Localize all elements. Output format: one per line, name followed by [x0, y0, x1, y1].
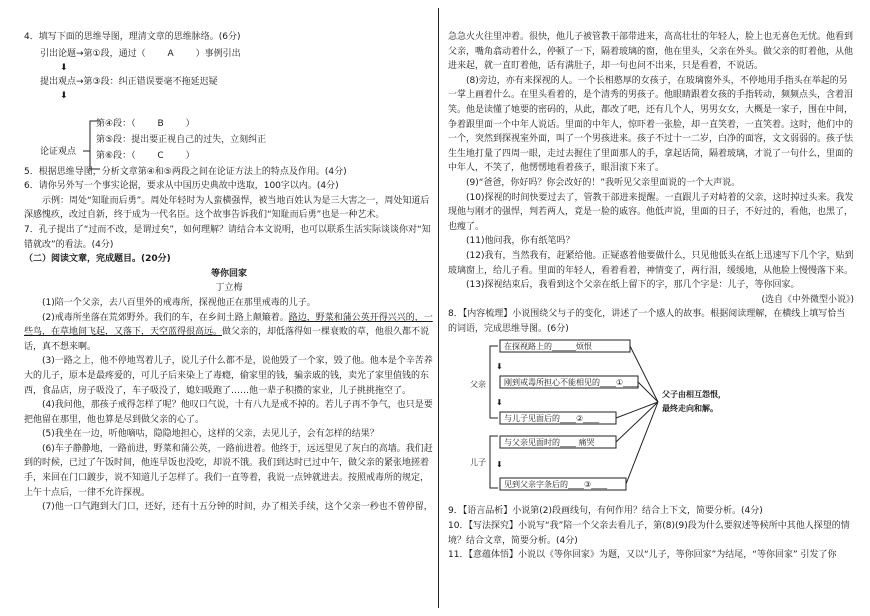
q6-example: 示例：周处“知耻而后勇”。周处年轻时为人蛮横强悍，被当地百姓认为是三大害之一，周处知道后深感愧疚，改过自新，终于成为一代名臣。这个故事告诉我们“知耻而后勇”也是一种艺术。 — [24, 195, 430, 221]
paragraph-2: (2)戒毒所坐落在荒郊野外。我们的车，在乡间土路上颠簸着。路边，野菜和蒲公英开得兴兴的，一些鸟，在草地间飞起，又落下，天空蓝得很高远。做父亲的，却低落得如一棵衰败的草，他很久都不说话，真不想来啊。 — [24, 312, 433, 352]
underlined-sentence: 路边，野菜和蒲公英开得兴兴的，一些鸟，在草地间飞起，又落下，天空蓝得很高远。 — [24, 312, 433, 338]
question-5: 5．根据思维导图，分析文章第④和⑤两段之间在论证方法上的特点及作用。(4分) — [24, 166, 347, 177]
blank-c: C — [157, 150, 164, 161]
down-arrow-icon: ⬇ — [496, 460, 503, 470]
down-arrow-icon: ⬇ — [60, 90, 68, 101]
paragraph-9: (9)“爸爸，你好吗？你会改好的！”我听见父亲里面说的一个大声说。 — [466, 177, 741, 188]
mind-map-branches — [24, 117, 434, 165]
question-10: 10．【写法探究】小说写“我”陪一个父亲去看儿子，第(8)(9)段为什么要叙述等候所中其他人探望的情境？结合文章，简要分析。(4分) — [448, 521, 850, 546]
paragraph-8: (8)旁边，亦有来探视的人。一个长相憨厚的女孩子，在玻璃窗外头，不停地用手指头在举起的另一掌上画着什么。在里头看着的，是个清秀的男孩子。他眼睛跟着女孩的手指转动，频频点头，含着泪笑。他是读懂了她要的密码的，从此，都改了吧，还有几个人，男男女女，大概是一家子，围在中间，争着跟里面一个中年人说话。里面的中年人，惊吓着一张脸，却一直笑着，一直笑着。这时，他们中的一个，突然到探视室外面，叫了一个男孩进来。孩子不过十一二岁，白净的面容，文文弱弱的。孩子怯生生地打量了四周一眼，走过去握住了里面那人的手，拿起话筒，隔着玻璃，才说了一句什么，里面的中年人，不笑了，他愣愣地看着孩子，眼泪滚下来了。 — [448, 75, 854, 174]
son-label: 儿子 — [470, 458, 486, 468]
paragraph-7: (7)他一口气跑到大门口，还好，还有十五分钟的时间，办了相关手续，这个父亲一秒也不曾停留， — [42, 502, 433, 513]
result-line-1: 父子由相互怨恨， — [662, 390, 726, 400]
paragraph-6: (6)车子静静地，一路前进，野菜和蒲公英，一路前进着。他终于，远远望见了灰白的高墙。我们赶到的时候，已过了午饭时间，他连早饭也没吃，却说不饿。我们到达时已过中午，做父亲的紧张地搓着手，来回在门口踱步，说不知道儿子怎样了。我们一直等着，我说一点钟就进去。按照戒毒所的规定，上午十点后，一律不允许探视。 — [24, 443, 433, 498]
father-node-3: 与儿子见面后的____②____ — [504, 414, 600, 424]
mind-map-row-1 — [40, 47, 241, 62]
branch-6: 第⑥段：（ C ） — [96, 149, 195, 164]
mind-map-row-2: 提出观点→第③段：纠正错误要毫不拖延迟疑 — [40, 76, 218, 87]
question-4: 4．填写下面的思维导图，理清文章的思维脉络。(6分) — [24, 32, 241, 42]
paragraph-10: (10)探视的时间快要过去了，管教干部进来提醒。一直跟儿子对峙着的父亲，这时掉过头来。我发现他与刚才的强悍，判若两人，竟是一脸的戚容。他低声说，里面的日子，不好过的，看他，也黑了，也瘦了。 — [448, 192, 854, 232]
mind-map-label: 论证观点 — [40, 146, 77, 157]
question-11: 11．【意蕴体悟】小说以《等你回家》为题，又以“儿子，等你回家”为结尾，“等你回家” 引发了你 — [448, 550, 837, 561]
down-arrow-icon: ⬇ — [496, 398, 503, 408]
branch-5: 第⑤段：提出要正视自己的过失，立刻纠正 — [96, 134, 267, 145]
blank-b: B — [157, 118, 164, 129]
question-8: 8．【内容梳理】小说围绕父与子的变化，讲述了一个感人的故事。根据阅读理解，在横线上填写恰当的词语，完成思维导图。(6分) — [448, 309, 846, 334]
story-author: 丁立梅 — [215, 283, 243, 294]
paragraph-4: (4)我问他，那孩子戒得怎样了呢？他叹口气说，十有八九是戒不掉的。若儿子再不争气，也只是要把他留在那里，他也算是尽到做父亲的心了。 — [24, 400, 433, 425]
down-arrow-icon: ⬇ — [60, 62, 68, 73]
paragraph-7-cont: 急急火火往里冲着。很快，他儿子被管教干部带进来，高高壮壮的年轻人，脸上也无喜色无忧。他看到父亲，嘴角翕动着什么，停顿了一下，隔着玻璃的窗，他在里头，父亲在外头。做父亲的盯着他，从他进来起，就一直盯着他，话有满肚子，却一句也问不出来，只是看着，不说话。 — [448, 32, 854, 72]
story-title: 等你回家 — [210, 268, 247, 279]
mind-map-text: 引出论题→第①段，通过（ — [40, 48, 146, 59]
son-node-1: 与父亲见面时的____ 痛哭 — [504, 438, 595, 448]
father-label: 父亲 — [470, 380, 486, 390]
son-node-2: 见到父亲字条后的____③____ — [504, 480, 608, 490]
paragraph-12: (12)我有，当然我有，赶紧给他。正疑惑着他要做什么，只见他低头在纸上迅速写下几个字，贴到玻璃窗上，给儿子看。里面的年轻人，看着看着，神情变了，两行泪，缓缓地，从他脸上慢慢落下来。 — [448, 250, 854, 276]
father-node-2: 刚到戒毒所担心不能相见的____①____ — [504, 378, 640, 388]
left-column — [24, 30, 434, 515]
paragraph-3: (3)一路之上，他不停地骂着儿子，说儿子什么都不是，说他毁了一个家，毁了他。他本是个辛苦养大的儿子，原本是最疼爱的，可儿子后来染上了毒瘾，偷家里的钱，骗亲戚的钱，卖光了家里值钱的东西，食品店，房子吸没了，车子吸没了，媳妇吸跑了……他一辈子积攒的家业，儿子挑挑拖空了。 — [24, 356, 433, 396]
father-node-1: 在探视路上的______烦恨 — [504, 342, 592, 352]
section-2-heading: （二）阅读文章，完成题目。(20分) — [24, 254, 171, 265]
paragraph-11: (11)他问我，你有纸笔吗？ — [466, 236, 575, 247]
story-source: (选自《中外微型小说》) — [761, 294, 854, 305]
branch-4: 第④段：（ B ） — [96, 117, 195, 132]
blank-a: A — [167, 48, 174, 59]
column-divider — [438, 8, 439, 608]
down-arrow-icon: ⬇ — [496, 362, 503, 372]
right-column — [448, 30, 854, 563]
question-6: 6．请你另外写一个事实论据，要求从中国历史典故中选取，100字以内。(4分) — [24, 181, 339, 192]
mind-map-text: ）事例引出 — [195, 48, 241, 59]
paragraph-13: (13)探视结束后，我看到这个父亲在纸上留下的字，那几个字是：儿子，等你回家。 — [466, 280, 800, 291]
question-9: 9．【语言品析】小说第(2)段画线句，有何作用？结合上下文，简要分析。(4分) — [448, 506, 763, 517]
question-7: 7．孔子提出了“过而不改，是谓过矣”，如何理解？请结合本文说明，也可以联系生活实际谈谈你对“知错就改”的看法。(4分) — [24, 224, 431, 250]
paragraph-1: (1)陪一个父亲，去八百里外的戒毒所，探视他正在那里戒毒的儿子。 — [42, 297, 316, 308]
paragraph-5: (5)我坐在一边，听他嘀咕，隐隐地担心，这样的父亲，去见儿子，会有怎样的结果？ — [42, 429, 379, 440]
concept-diagram — [448, 338, 854, 500]
result-line-2: 最终走向和解。 — [662, 404, 718, 414]
